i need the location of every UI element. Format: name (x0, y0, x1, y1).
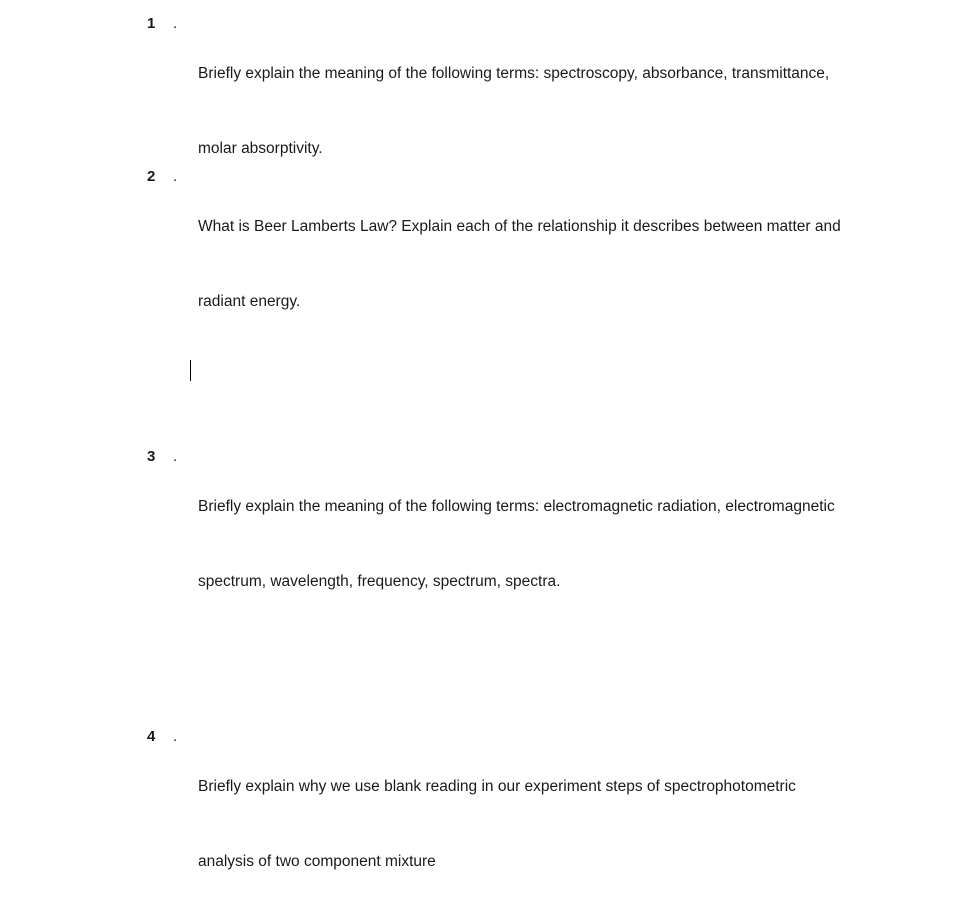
question-text-line: radiant energy. (198, 293, 301, 310)
question-number: 3 (147, 448, 156, 465)
question-number: 1 (147, 15, 156, 32)
question-text-line: Briefly explain the meaning of the following terms: spectroscopy, absorbance, transmittance, (198, 65, 830, 82)
question-text[interactable] (198, 444, 910, 644)
text-cursor (190, 360, 191, 381)
question-number-dot: . (173, 168, 178, 185)
question-text-line: molar absorptivity. (198, 140, 323, 157)
question-number: 4 (147, 728, 156, 745)
question-text[interactable] (198, 164, 910, 364)
question-number-dot: . (173, 448, 178, 465)
question-number-dot: . (173, 15, 178, 32)
question-text-line: What is Beer Lamberts Law? Explain each of the relationship it describes between matter and (198, 218, 841, 235)
question-text-line: Briefly explain the meaning of the following terms: electromagnetic radiation, electromagnetic (198, 498, 835, 515)
question-text-line: spectrum, wavelength, frequency, spectrum, spectra. (198, 573, 561, 590)
question-number: 2 (147, 168, 156, 185)
question-number-dot: . (173, 728, 178, 745)
question-text-line: Briefly explain why we use blank reading in our experiment steps of spectrophotometric (198, 778, 796, 795)
question-text-line: analysis of two component mixture (198, 853, 436, 870)
question-text[interactable] (198, 724, 910, 924)
